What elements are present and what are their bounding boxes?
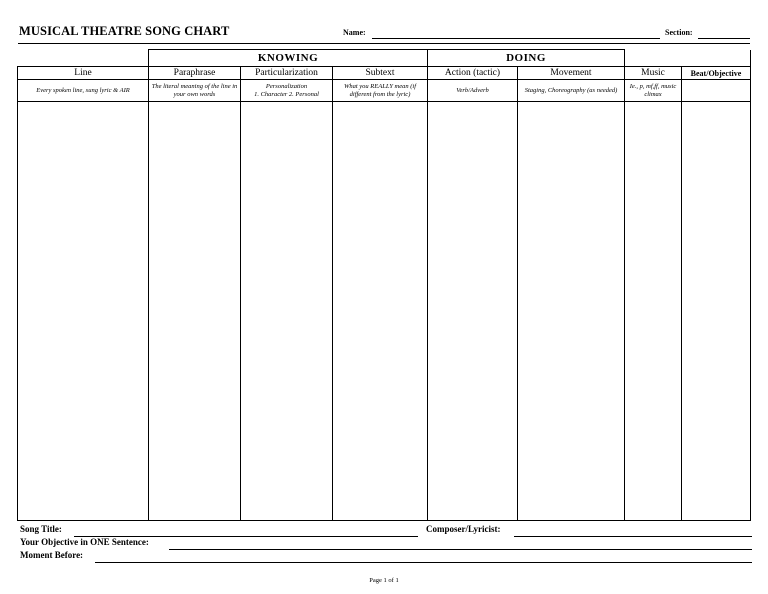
name-label: Name:	[343, 28, 366, 37]
column-description-action: Verb/Adverb	[428, 80, 518, 102]
objective-field[interactable]	[169, 549, 752, 550]
group-doing: DOING	[428, 50, 625, 67]
column-header-beat-objective: Beat/Objective	[682, 67, 751, 80]
column-description-beat-objective	[682, 80, 751, 102]
column-header-music: Music	[625, 67, 682, 80]
column-header-row	[18, 67, 751, 80]
song-chart-table	[17, 49, 751, 521]
column-description-music: Ie., p, mf,ff, music climax	[625, 80, 682, 102]
entry-cell-line[interactable]	[18, 102, 149, 521]
column-header-movement: Movement	[518, 67, 625, 80]
composer-field[interactable]	[514, 536, 752, 537]
section-label: Section:	[665, 28, 693, 37]
column-header-paraphrase: Paraphrase	[149, 67, 241, 80]
entry-cell-music[interactable]	[625, 102, 682, 521]
moment-before-field[interactable]	[95, 562, 752, 563]
column-description-movement: Staging, Choreography (as needed)	[518, 80, 625, 102]
entry-cell-subtext[interactable]	[333, 102, 428, 521]
column-header-particularization: Particularization	[241, 67, 333, 80]
group-header-spacer	[625, 50, 751, 67]
column-header-action: Action (tactic)	[428, 67, 518, 80]
composer-label: Composer/Lyricist:	[426, 524, 501, 534]
entry-cell-action[interactable]	[428, 102, 518, 521]
name-field[interactable]	[372, 38, 660, 39]
column-description-line: Every spoken line, sung lyric & AIR	[18, 80, 149, 102]
document-title: MUSICAL THEATRE SONG CHART	[19, 24, 230, 38]
entry-cell-paraphrase[interactable]	[149, 102, 241, 521]
column-description-row	[18, 80, 751, 102]
group-header-spacer	[18, 50, 149, 67]
page-footer: Page 1 of 1	[369, 577, 399, 584]
column-description-subtext: What you REALLY mean (if different from the lyric)	[333, 80, 428, 102]
group-header-row	[18, 50, 751, 67]
title-divider	[18, 43, 750, 44]
song-title-label: Song Title:	[20, 524, 62, 534]
column-description-particularization: Personalization 1. Character 2. Personal	[241, 80, 333, 102]
entry-cell-beat-objective[interactable]	[682, 102, 751, 521]
column-description-paraphrase: The literal meaning of the line in your own words	[149, 80, 241, 102]
column-header-line: Line	[18, 67, 149, 80]
chart-entry-row	[18, 102, 751, 521]
column-header-subtext: Subtext	[333, 67, 428, 80]
section-field[interactable]	[698, 38, 750, 39]
objective-label: Your Objective in ONE Sentence:	[20, 537, 149, 547]
moment-before-label: Moment Before:	[20, 550, 84, 560]
entry-cell-movement[interactable]	[518, 102, 625, 521]
entry-cell-particularization[interactable]	[241, 102, 333, 521]
group-knowing: KNOWING	[149, 50, 428, 67]
